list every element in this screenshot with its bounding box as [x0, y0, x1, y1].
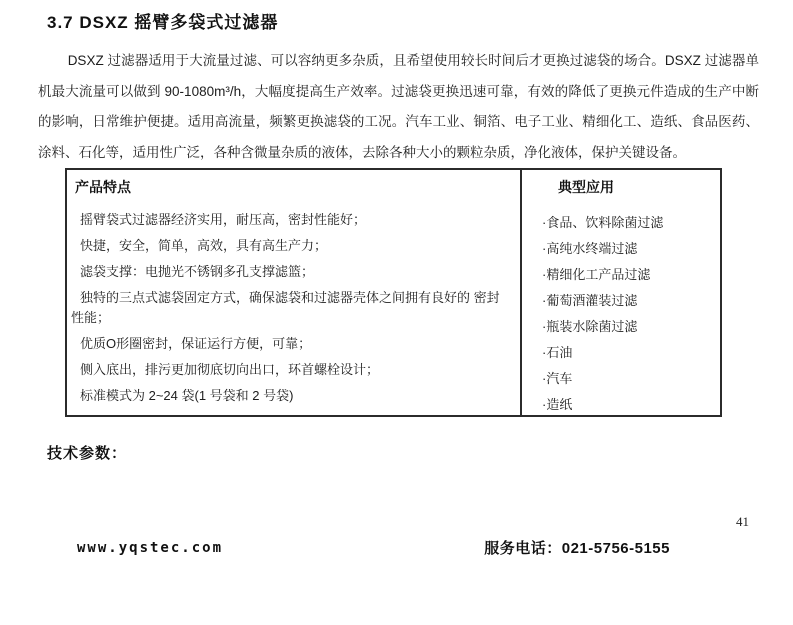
application-item: ·石油	[542, 345, 573, 360]
applications-column	[522, 170, 720, 415]
application-item: ·葡萄酒灌装过滤	[542, 293, 638, 308]
feature-item: 摇臂袋式过滤器经济实用，耐压高，密封性能好；	[80, 212, 367, 227]
features-column	[67, 170, 522, 415]
applications-column-header: 典型应用	[558, 179, 614, 195]
application-item: ·汽车	[542, 371, 573, 386]
technical-parameters-heading: 技术参数：	[47, 445, 128, 462]
features-column-header: 产品特点	[75, 179, 131, 195]
page-title: 3.7 DSXZ 摇臂多袋式过滤器	[47, 13, 279, 32]
features-applications-table	[65, 168, 722, 417]
feature-item: 优质O形圈密封，保证运行方便，可靠；	[80, 336, 312, 351]
feature-item: 快捷，安全，简单，高效，具有高生产力；	[80, 238, 328, 253]
feature-item: 标准模式为 2~24 袋(1 号袋和 2 号袋)	[80, 388, 294, 403]
application-item: ·瓶装水除菌过滤	[542, 319, 638, 334]
features-list	[71, 210, 510, 406]
feature-item: 侧入底出，排污更加彻底切向出口，环首螺栓设计；	[80, 362, 380, 377]
application-item: ·高纯水终端过滤	[542, 241, 638, 256]
intro-paragraph: DSXZ 过滤器适用于大流量过滤、可以容纳更多杂质，且希望使用较长时间后才更换过滤袋的场合。DSXZ 过滤器单机最大流量可以做到 90-1080m³/h，大幅度提高生产效率。过滤袋更换迅速可靠，有效的降低了更换元件造成的生产中断的影响，日常维护便捷。适用高流量，频繁更换滤袋的工况。汽车工业、铜箔、电子工业、精细化工、造纸、食品医药、涂料、石化等，适用性广泛，各种含微量杂质的液体，去除各种大小的颗粒杂质，净化液体，保护关键设备。	[38, 53, 759, 160]
application-item: ·食品、饮料除菌过滤	[542, 215, 664, 230]
application-item: ·造纸	[542, 397, 573, 412]
page-number: 41	[736, 514, 749, 529]
footer-website-link[interactable]: www.yqstec.com	[77, 540, 224, 556]
application-item: ·精细化工产品过滤	[542, 267, 651, 282]
feature-item: 独特的三点式滤袋固定方式，确保滤袋和过滤器壳体之间拥有良好的 密封性能；	[71, 290, 500, 325]
feature-item: 滤袋支撑：电抛光不锈钢多孔支撑滤篮；	[80, 264, 315, 279]
footer-service-phone: 服务电话：021-5756-5155	[484, 540, 670, 557]
applications-list	[522, 213, 716, 415]
